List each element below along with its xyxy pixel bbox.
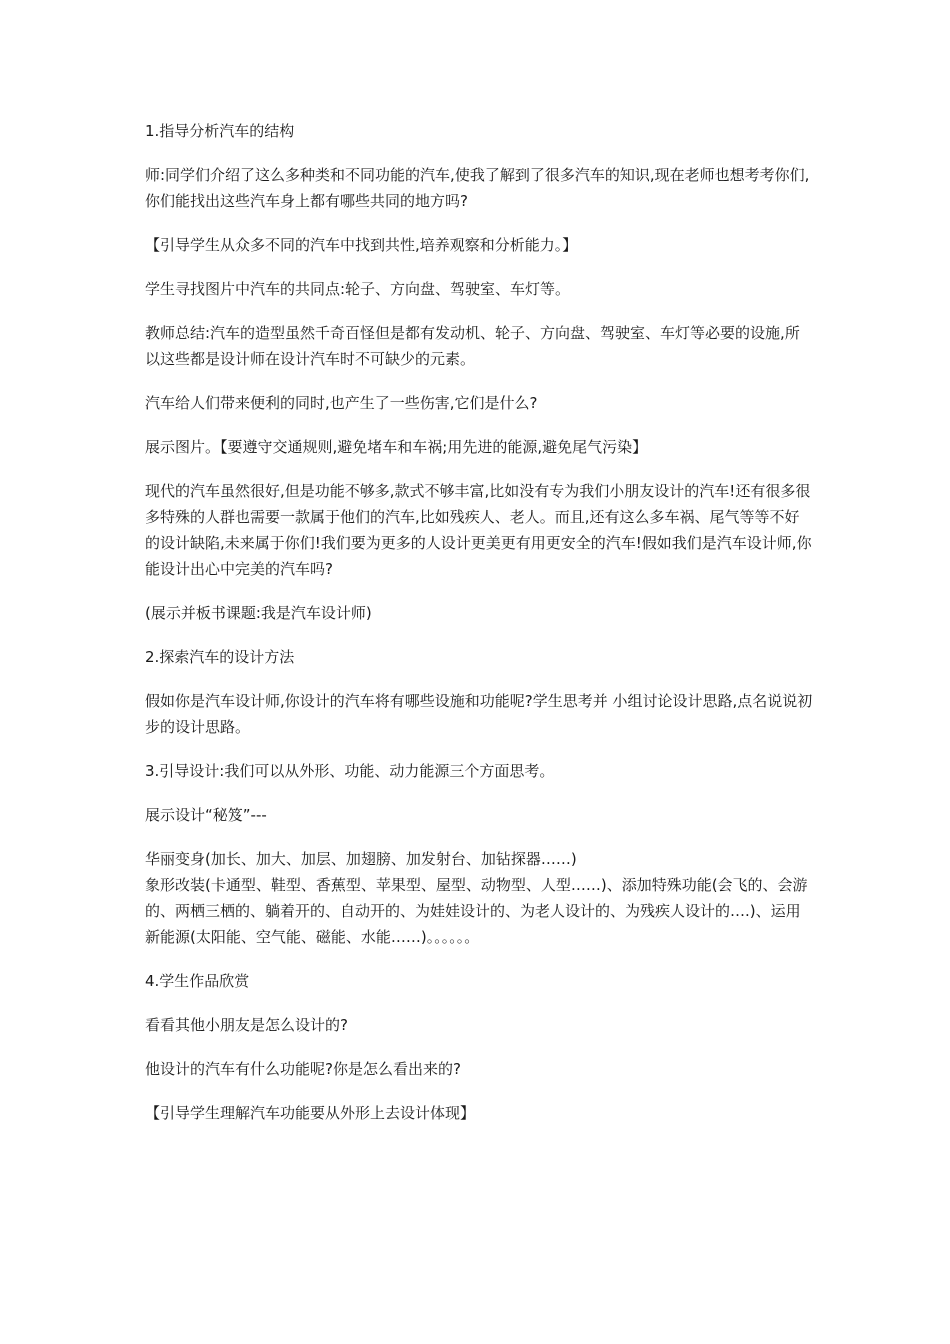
paragraph: (展示并板书课题:我是汽车设计师) (145, 604, 372, 622)
section-heading: 4.学生作品欣赏 (145, 972, 250, 990)
paragraph: 展示图片。【要遵守交通规则,避免堵车和车祸;用先进的能源,避免尾气污染】 (145, 438, 648, 456)
paragraph: 华丽变身(加长、加大、加层、加翅膀、加发射台、加钻探器……) (145, 850, 577, 868)
paragraph: 展示设计“秘笈”--- (145, 806, 267, 824)
paragraph: 看看其他小朋友是怎么设计的? (145, 1016, 348, 1034)
document-body (145, 118, 813, 1126)
paragraph: 象形改装(卡通型、鞋型、香蕉型、苹果型、屋型、动物型、人型……)、添加特殊功能(会飞的、会游的、两栖三栖的、躺着开的、自动开的、为娃娃设计的、为老人设计的、为残疾人设计的….)、运用新能源(太阳能、空气能、磁能、水能……)。。。。。。 (145, 876, 808, 946)
section-heading: 2.探索汽车的设计方法 (145, 648, 295, 666)
paragraph: 教师总结:汽车的造型虽然千奇百怪但是都有发动机、轮子、方向盘、驾驶室、车灯等必要的设施,所以这些都是设计师在设计汽车时不可缺少的元素。 (145, 324, 800, 368)
section-heading: 3.引导设计:我们可以从外形、功能、动力能源三个方面思考。 (145, 762, 555, 780)
paragraph: 学生寻找图片中汽车的共同点:轮子、方向盘、驾驶室、车灯等。 (145, 280, 571, 298)
paragraph: 师:同学们介绍了这么多种类和不同功能的汽车,使我了解到了很多汽车的知识,现在老师也想考考你们,你们能找出这些汽车身上都有哪些共同的地方吗? (145, 166, 810, 210)
paragraph: 假如你是汽车设计师,你设计的汽车将有哪些设施和功能呢?学生思考并 小组讨论设计思路,点名说说初步的设计思路。 (145, 692, 813, 736)
paragraph: 汽车给人们带来便利的同时,也产生了一些伤害,它们是什么? (145, 394, 538, 412)
paragraph: 【引导学生从众多不同的汽车中找到共性,培养观察和分析能力。】 (145, 236, 578, 254)
paragraph: 现代的汽车虽然很好,但是功能不够多,款式不够丰富,比如没有专为我们小朋友设计的汽车!还有很多很多特殊的人群也需要一款属于他们的汽车,比如残疾人、老人。而且,还有这么多车祸、尾气等等不好的设计缺陷,未来属于你们!我们要为更多的人设计更美更有用更安全的汽车!假如我们是汽车设计师,你能设计出心中完美的汽车吗? (145, 482, 812, 578)
section-heading: 1.指导分析汽车的结构 (145, 122, 295, 140)
paragraph: 【引导学生理解汽车功能要从外形上去设计体现】 (145, 1104, 476, 1122)
paragraph: 他设计的汽车有什么功能呢?你是怎么看出来的? (145, 1060, 461, 1078)
